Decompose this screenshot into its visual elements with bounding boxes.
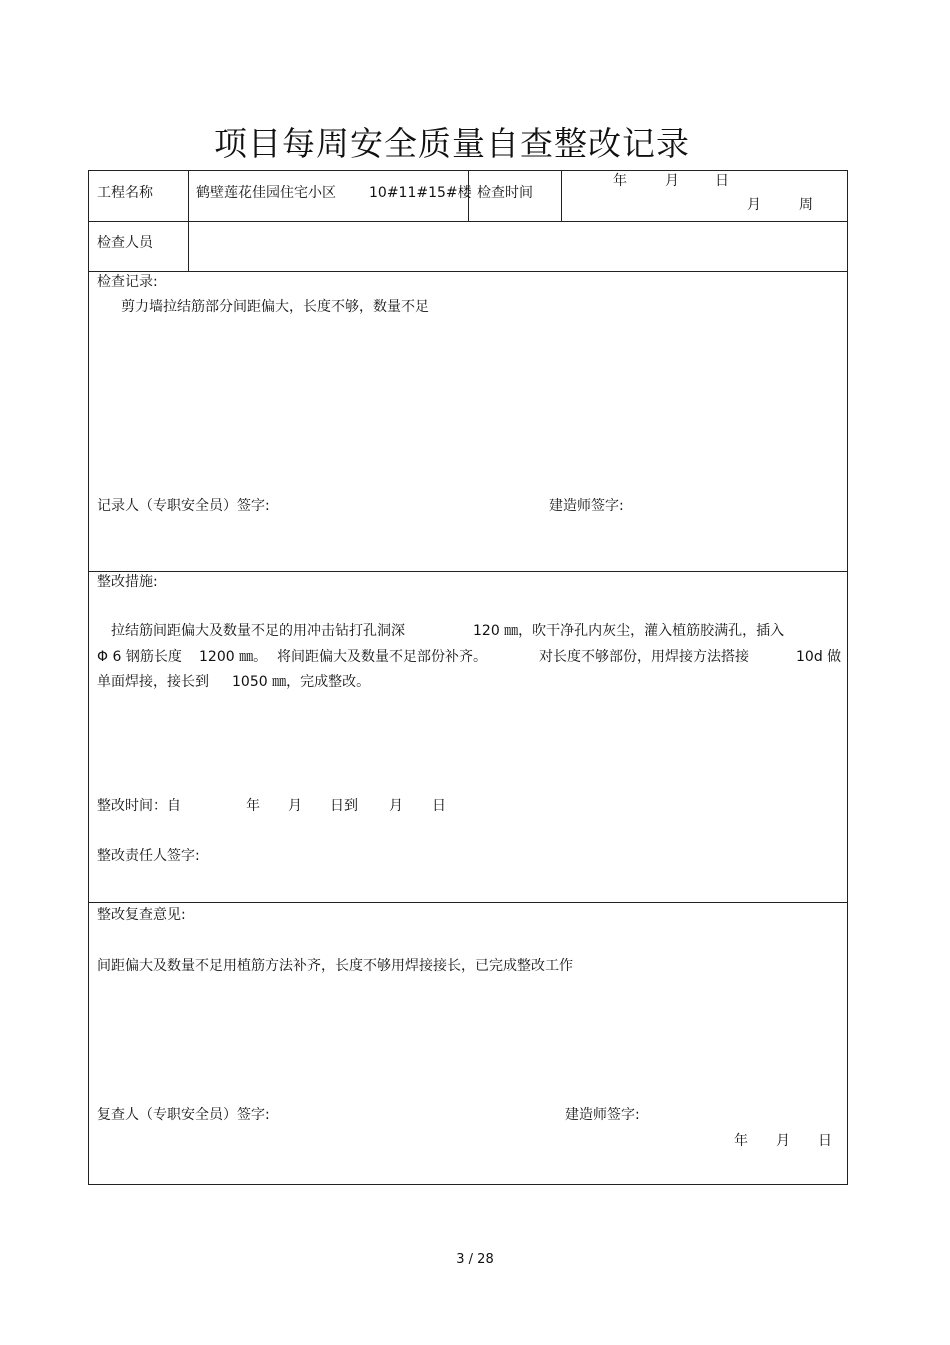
measures-line3-b: 1050 ㎜，完成整改。	[232, 674, 371, 690]
responsible-signature-label: 整改责任人签字:	[97, 848, 200, 864]
col-divider-date	[561, 171, 562, 221]
review-label: 整改复查意见:	[97, 907, 186, 923]
check-time-label: 检查时间	[477, 185, 533, 201]
measures-line2-c: 将间距偏大及数量不足部份补齐。	[277, 649, 487, 665]
week: 周	[799, 197, 813, 213]
review-date-day: 日	[818, 1133, 832, 1149]
project-name-label: 工程名称	[97, 185, 153, 201]
review-builder-signature-label: 建造师签字:	[565, 1107, 640, 1123]
project-name-value: 鹤壁莲花佳园住宅小区	[196, 185, 336, 201]
measures-line1-b: 120 ㎜，吹干净孔内灰尘，灌入植筋胶满孔，插入	[473, 623, 785, 639]
rectify-time-day2: 日	[432, 798, 446, 814]
rectify-time-day-to: 日到	[330, 798, 358, 814]
review-date-year: 年	[734, 1133, 748, 1149]
date-day: 日	[715, 173, 729, 189]
measures-line1-a: 拉结筋间距偏大及数量不足的用冲击钻打孔洞深	[111, 623, 405, 639]
date-month: 月	[665, 173, 679, 189]
measures-line2-d: 对长度不够部份，用焊接方法搭接	[539, 649, 749, 665]
inspectors-label: 检查人员	[97, 235, 153, 251]
row-divider-measures	[89, 902, 847, 903]
recorder-signature-label: 记录人（专职安全员）签字:	[97, 498, 270, 514]
measures-line2-a: Φ 6 钢筋长度	[97, 649, 182, 665]
rectify-time-month: 月	[288, 798, 302, 814]
review-date-month: 月	[776, 1133, 790, 1149]
rectify-time-label: 整改时间：自	[97, 798, 181, 814]
buildings-value: 10#11#15#楼	[369, 185, 472, 201]
rectify-time-month2: 月	[389, 798, 403, 814]
measures-line3-a: 单面焊接，接长到	[97, 674, 209, 690]
measures-line2-e: 10d 做	[796, 649, 842, 665]
date-year: 年	[613, 173, 627, 189]
page-title: 项目每周安全质量自查整改记录	[214, 124, 690, 163]
record-content: 剪力墙拉结筋部分间距偏大，长度不够，数量不足	[121, 299, 429, 315]
rectify-time-year: 年	[246, 798, 260, 814]
week-month: 月	[747, 197, 761, 213]
record-label: 检查记录:	[97, 274, 158, 290]
measures-label: 整改措施:	[97, 574, 158, 590]
row-divider-inspectors	[89, 271, 847, 272]
row-divider-record	[89, 571, 847, 572]
measures-line2-b: 1200 ㎜。	[199, 649, 268, 665]
page-number: 3 / 28	[456, 1252, 494, 1267]
reviewer-signature-label: 复查人（专职安全员）签字:	[97, 1107, 270, 1123]
inspection-form-table	[88, 170, 848, 1185]
record-builder-signature-label: 建造师签字:	[549, 498, 624, 514]
date-box-top	[561, 170, 847, 171]
col-divider-label	[188, 171, 189, 271]
row-divider-header	[89, 221, 847, 222]
review-content: 间距偏大及数量不足用植筋方法补齐，长度不够用焊接接长，已完成整改工作	[97, 958, 573, 974]
